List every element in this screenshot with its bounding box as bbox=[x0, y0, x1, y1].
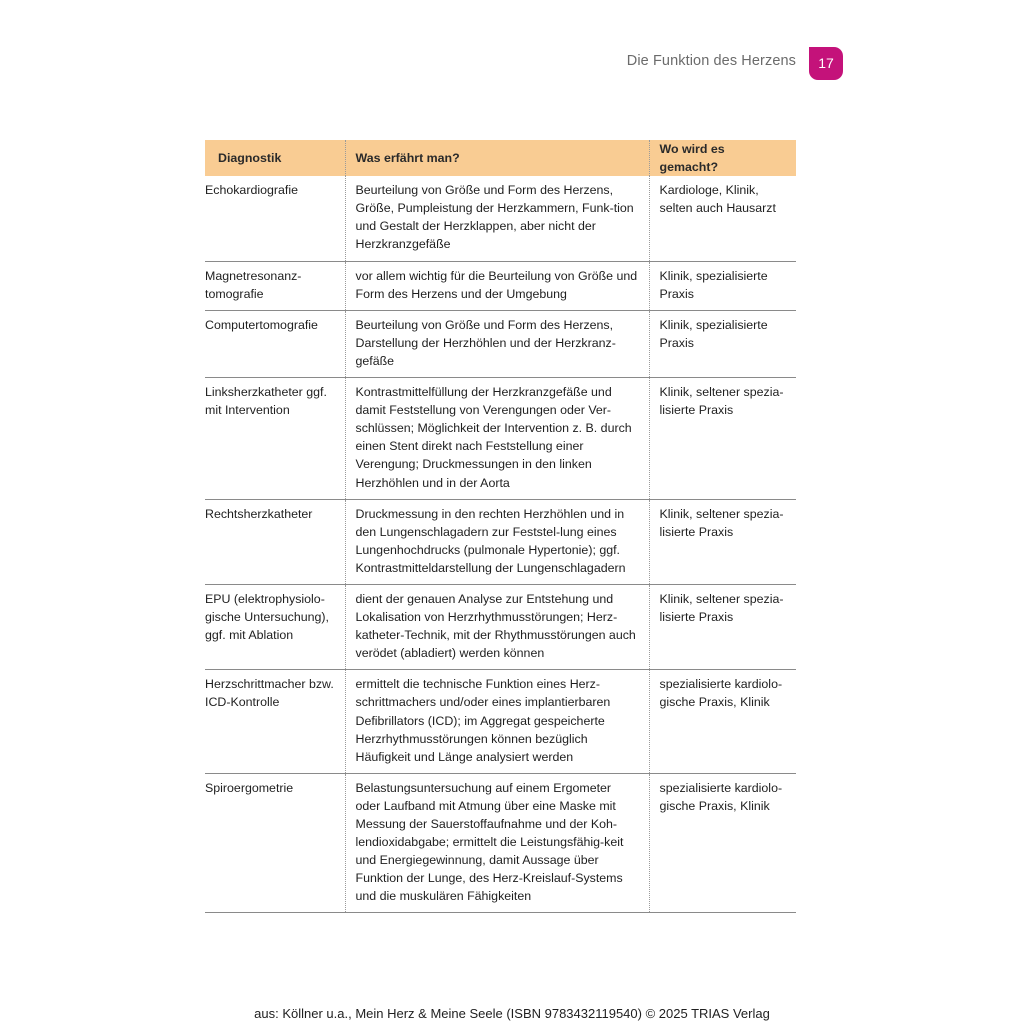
cell-was: Beurteilung von Größe und Form des Herzens, Größe, Pumpleistung der Herzkammern, Funk-tion und Gestalt der Herzklappen, aber nicht der Herzkranzgefäße bbox=[345, 176, 649, 261]
cell-wo: Klinik, spezialisierte Praxis bbox=[649, 310, 796, 377]
running-head-title: Die Funktion des Herzens bbox=[626, 53, 796, 69]
cell-wo: Klinik, seltener spezia-lisierte Praxis bbox=[649, 584, 796, 669]
cell-diagnostik: Herzschrittmacher bzw. ICD-Kontrolle bbox=[205, 670, 345, 773]
cell-diagnostik: EPU (elektrophysiolo-gische Untersuchung), ggf. mit Ablation bbox=[205, 584, 345, 669]
column-header-was: Was erfährt man? bbox=[345, 140, 649, 176]
table-row bbox=[205, 773, 796, 913]
page-number-badge: 17 bbox=[809, 47, 843, 80]
table-row bbox=[205, 499, 796, 584]
table-row bbox=[205, 378, 796, 500]
table-header-row bbox=[205, 140, 796, 176]
table-row bbox=[205, 261, 796, 310]
cell-was: vor allem wichtig für die Beurteilung von Größe und Form des Herzens und der Umgebung bbox=[345, 261, 649, 310]
table-row bbox=[205, 176, 796, 261]
cell-diagnostik: Spiroergometrie bbox=[205, 773, 345, 913]
cell-diagnostik: Computertomografie bbox=[205, 310, 345, 377]
cell-was: Kontrastmittelfüllung der Herzkranzgefäße und damit Feststellung von Verengungen oder Ver-schlüssen; Möglichkeit der Intervention z. B. durch einen Stent direkt nach Feststellung einer Verengung; Druckmessungen in den linken Herzhöhlen und in der Aorta bbox=[345, 378, 649, 500]
cell-was: Beurteilung von Größe und Form des Herzens, Darstellung der Herzhöhlen und der Herzkranz-gefäße bbox=[345, 310, 649, 377]
cell-wo: Klinik, seltener spezia-lisierte Praxis bbox=[649, 378, 796, 500]
cell-diagnostik: Echokardiografie bbox=[205, 176, 345, 261]
table-row bbox=[205, 584, 796, 669]
source-footer: aus: Köllner u.a., Mein Herz & Meine Seele (ISBN 9783432119540) © 2025 TRIAS Verlag bbox=[254, 1006, 770, 1021]
column-header-wo: Wo wird es gemacht? bbox=[649, 140, 796, 176]
cell-wo: Klinik, seltener spezia-lisierte Praxis bbox=[649, 499, 796, 584]
diagnostics-table bbox=[205, 140, 796, 913]
cell-wo: spezialisierte kardiolo-gische Praxis, Klinik bbox=[649, 773, 796, 913]
cell-was: Druckmessung in den rechten Herzhöhlen und in den Lungenschlagadern zur Feststel-lung eines Lungenhochdrucks (pulmonale Hypertonie); ggf. Kontrastmitteldarstellung der Lungenschlagadern bbox=[345, 499, 649, 584]
column-header-diagnostik: Diagnostik bbox=[205, 140, 345, 176]
table-row bbox=[205, 670, 796, 773]
table-body bbox=[205, 176, 796, 913]
cell-diagnostik: Rechtsherzkatheter bbox=[205, 499, 345, 584]
cell-was: dient der genauen Analyse zur Entstehung und Lokalisation von Herzrhythmusstörungen; Herz-katheter-Technik, mit der Rhythmusstörungen auch verödet (abladiert) werden können bbox=[345, 584, 649, 669]
cell-wo: Kardiologe, Klinik, selten auch Hausarzt bbox=[649, 176, 796, 261]
table-row bbox=[205, 310, 796, 377]
cell-diagnostik: Magnetresonanz-tomografie bbox=[205, 261, 345, 310]
table-header bbox=[205, 140, 796, 176]
cell-diagnostik: Linksherzkatheter ggf. mit Intervention bbox=[205, 378, 345, 500]
cell-wo: spezialisierte kardiolo-gische Praxis, Klinik bbox=[649, 670, 796, 773]
cell-was: Belastungsuntersuchung auf einem Ergometer oder Laufband mit Atmung über eine Maske mit Messung der Sauerstoffaufnahme und der Koh-lendioxidabgabe; ermittelt die Leistungsfähig-keit und Energiegewinnung, damit Aussage über Funktion der Lunge, des Herz-Kreislauf-Systems und die muskulären Fähigkeiten bbox=[345, 773, 649, 913]
cell-was: ermittelt die technische Funktion eines Herz-schrittmachers und/oder eines implantierbaren Defibrillators (ICD); im Aggregat gespeicherte Herzrhythmusstörungen können bezüglich Häufigkeit und Länge analysiert werden bbox=[345, 670, 649, 773]
cell-wo: Klinik, spezialisierte Praxis bbox=[649, 261, 796, 310]
